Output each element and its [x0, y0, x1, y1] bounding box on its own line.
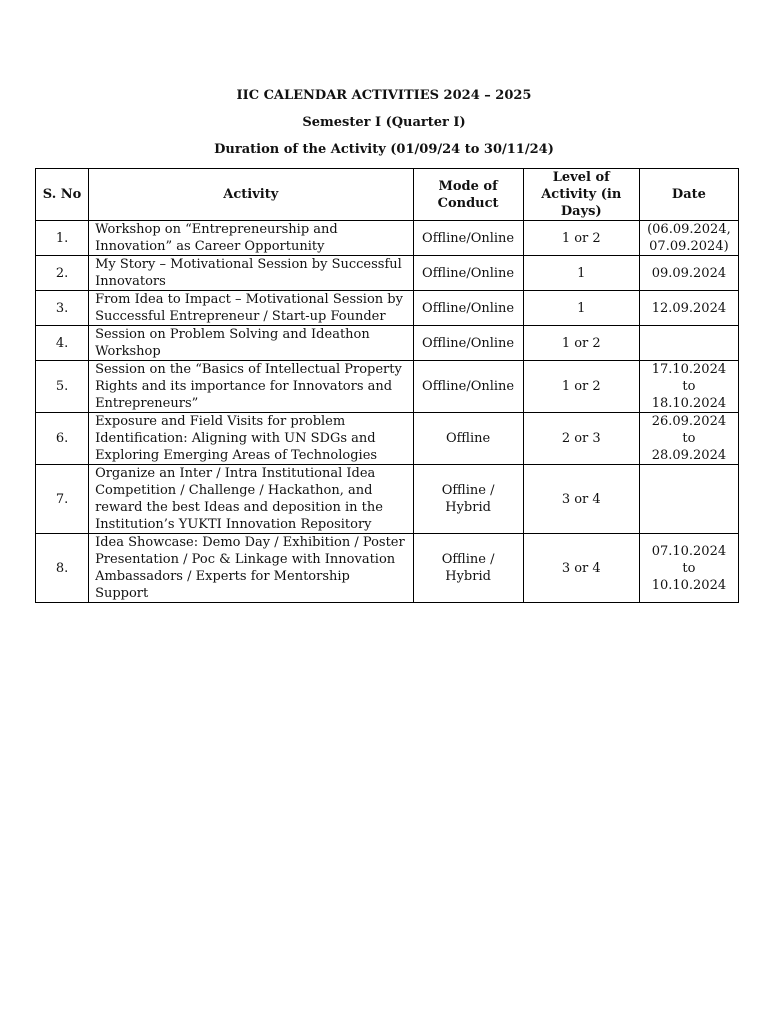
cell-activity: Exposure and Field Visits for problem Identification: Aligning with UN SDGs and Exploring Emerging Areas of Technologies	[89, 413, 413, 465]
cell-activity: From Idea to Impact – Motivational Session by Successful Entrepreneur / Start-up Founder	[89, 291, 413, 326]
cell-mode: Offline/Online	[413, 361, 523, 413]
duration-heading: Duration of the Activity (01/09/24 to 30/11/24)	[214, 142, 554, 157]
cell-mode: Offline/Online	[413, 326, 523, 361]
cell-mode: Offline/Online	[413, 256, 523, 291]
table-row	[36, 221, 739, 256]
table-row	[36, 361, 739, 413]
document-title: IIC CALENDAR ACTIVITIES 2024 – 2025	[236, 88, 532, 103]
cell-activity: Organize an Inter / Intra Institutional Idea Competition / Challenge / Hackathon, and reward the best Ideas and deposition in the Institution’s YUKTI Innovation Repository	[89, 465, 413, 534]
cell-date: 17.10.2024 to 18.10.2024	[639, 361, 738, 413]
cell-date: 26.09.2024 to 28.09.2024	[639, 413, 738, 465]
cell-sno: 8.	[36, 534, 89, 603]
header-sno: S. No	[36, 169, 89, 221]
cell-level: 2 or 3	[523, 413, 639, 465]
table-row	[36, 413, 739, 465]
header-mode: Mode of Conduct	[413, 169, 523, 221]
cell-level: 1	[523, 256, 639, 291]
semester-heading: Semester I (Quarter I)	[302, 115, 466, 130]
cell-level: 1 or 2	[523, 326, 639, 361]
cell-sno: 1.	[36, 221, 89, 256]
cell-date	[639, 326, 738, 361]
cell-mode: Offline	[413, 413, 523, 465]
cell-date: 07.10.2024 to 10.10.2024	[639, 534, 738, 603]
activities-table	[35, 168, 739, 603]
table-row	[36, 465, 739, 534]
table-row	[36, 256, 739, 291]
cell-mode: Offline/Online	[413, 221, 523, 256]
cell-level: 1 or 2	[523, 361, 639, 413]
cell-activity: Idea Showcase: Demo Day / Exhibition / Poster Presentation / Poc & Linkage with Innovation Ambassadors / Experts for Mentorship Support	[89, 534, 413, 603]
table-header-row	[36, 169, 739, 221]
cell-date: 12.09.2024	[639, 291, 738, 326]
cell-activity: My Story – Motivational Session by Successful Innovators	[89, 256, 413, 291]
cell-date: 09.09.2024	[639, 256, 738, 291]
cell-date	[639, 465, 738, 534]
cell-level: 3 or 4	[523, 465, 639, 534]
table-row	[36, 291, 739, 326]
cell-sno: 6.	[36, 413, 89, 465]
table-row	[36, 534, 739, 603]
cell-sno: 7.	[36, 465, 89, 534]
cell-sno: 2.	[36, 256, 89, 291]
cell-mode: Offline/Online	[413, 291, 523, 326]
cell-activity: Workshop on “Entrepreneurship and Innovation” as Career Opportunity	[89, 221, 413, 256]
cell-mode: Offline / Hybrid	[413, 534, 523, 603]
cell-level: 3 or 4	[523, 534, 639, 603]
cell-level: 1	[523, 291, 639, 326]
cell-level: 1 or 2	[523, 221, 639, 256]
cell-mode: Offline / Hybrid	[413, 465, 523, 534]
header-activity: Activity	[89, 169, 413, 221]
cell-sno: 3.	[36, 291, 89, 326]
cell-date: (06.09.2024, 07.09.2024)	[639, 221, 738, 256]
cell-sno: 4.	[36, 326, 89, 361]
cell-activity: Session on Problem Solving and Ideathon Workshop	[89, 326, 413, 361]
cell-activity: Session on the “Basics of Intellectual Property Rights and its importance for Innovators and Entrepreneurs”	[89, 361, 413, 413]
header-date: Date	[639, 169, 738, 221]
table-row	[36, 326, 739, 361]
cell-sno: 5.	[36, 361, 89, 413]
header-level: Level of Activity (in Days)	[523, 169, 639, 221]
